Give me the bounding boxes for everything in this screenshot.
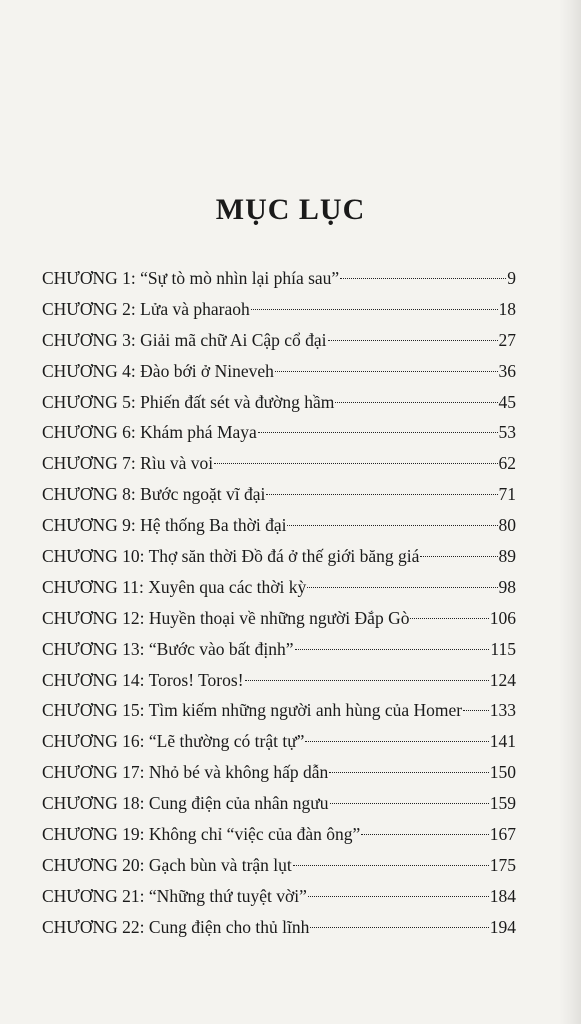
toc-chapter-title: CHƯƠNG 5: Phiến đất sét và đường hầm bbox=[42, 391, 335, 412]
toc-entry[interactable] bbox=[42, 695, 516, 726]
toc-page-number: 175 bbox=[489, 854, 516, 875]
toc-entry[interactable] bbox=[42, 819, 516, 850]
toc-page-number: 150 bbox=[489, 762, 516, 783]
table-of-contents bbox=[42, 263, 516, 943]
toc-page-number: 71 bbox=[498, 484, 516, 505]
toc-page-number: 9 bbox=[507, 268, 516, 288]
dot-leader bbox=[245, 680, 489, 681]
toc-page-number: 115 bbox=[490, 638, 516, 659]
dot-leader bbox=[463, 710, 489, 711]
dot-leader bbox=[293, 865, 489, 866]
dot-leader bbox=[410, 618, 488, 619]
toc-page-number: 18 bbox=[498, 298, 516, 319]
toc-chapter-title: CHƯƠNG 15: Tìm kiếm những người anh hùng của Homer bbox=[42, 700, 463, 721]
toc-chapter-title: CHƯƠNG 19: Không chỉ “việc của đàn ông” bbox=[42, 824, 361, 845]
toc-chapter-title: CHƯƠNG 22: Cung điện cho thủ lĩnh bbox=[42, 916, 310, 937]
dot-leader bbox=[335, 402, 497, 403]
toc-chapter-title: CHƯƠNG 4: Đào bới ở Nineveh bbox=[42, 360, 274, 381]
toc-entry[interactable] bbox=[42, 665, 516, 696]
toc-entry[interactable] bbox=[42, 356, 516, 387]
toc-chapter-title: CHƯƠNG 2: Lửa và pharaoh bbox=[42, 298, 250, 319]
toc-chapter-title: CHƯƠNG 9: Hệ thống Ba thời đại bbox=[42, 515, 287, 536]
toc-entry[interactable] bbox=[42, 788, 516, 819]
toc-entry[interactable] bbox=[42, 263, 516, 294]
dot-leader bbox=[420, 556, 497, 557]
dot-leader bbox=[258, 432, 498, 433]
dot-leader bbox=[305, 741, 488, 742]
toc-entry[interactable] bbox=[42, 417, 516, 448]
dot-leader bbox=[266, 494, 497, 495]
toc-entry[interactable] bbox=[42, 325, 516, 356]
dot-leader bbox=[214, 463, 497, 464]
toc-page-number: 80 bbox=[498, 515, 516, 536]
toc-page-number: 106 bbox=[489, 607, 516, 628]
toc-chapter-title: CHƯƠNG 12: Huyền thoại về những người Đắp Gò bbox=[42, 607, 410, 628]
dot-leader bbox=[308, 896, 489, 897]
toc-page-number: 133 bbox=[489, 700, 516, 721]
toc-entry[interactable] bbox=[42, 387, 516, 418]
toc-entry[interactable] bbox=[42, 726, 516, 757]
toc-chapter-title: CHƯƠNG 8: Bước ngoặt vĩ đại bbox=[42, 484, 266, 505]
toc-page-number: 45 bbox=[498, 391, 516, 412]
dot-leader bbox=[251, 309, 498, 310]
toc-page-number: 36 bbox=[498, 360, 516, 381]
toc-chapter-title: CHƯƠNG 13: “Bước vào bất định” bbox=[42, 638, 294, 659]
toc-page-number: 194 bbox=[489, 916, 516, 937]
dot-leader bbox=[361, 834, 488, 835]
toc-page-number: 62 bbox=[498, 453, 516, 474]
page-edge-shadow bbox=[559, 0, 581, 1024]
toc-page-number: 27 bbox=[498, 329, 516, 350]
page-title: MỤC LỤC bbox=[215, 193, 366, 227]
dot-leader bbox=[328, 340, 498, 341]
toc-chapter-title: CHƯƠNG 3: Giải mã chữ Ai Cập cổ đại bbox=[42, 329, 327, 350]
toc-entry[interactable] bbox=[42, 912, 516, 943]
toc-entry[interactable] bbox=[42, 448, 516, 479]
toc-chapter-title: CHƯƠNG 11: Xuyên qua các thời kỳ bbox=[42, 576, 307, 597]
dot-leader bbox=[295, 649, 490, 650]
toc-chapter-title: CHƯƠNG 17: Nhỏ bé và không hấp dẫn bbox=[42, 762, 329, 783]
dot-leader bbox=[330, 803, 489, 804]
toc-chapter-title: CHƯƠNG 10: Thợ săn thời Đồ đá ở thế giới băng giá bbox=[42, 546, 420, 567]
toc-page-number: 98 bbox=[498, 576, 516, 597]
toc-entry[interactable] bbox=[42, 881, 516, 912]
toc-page-number: 167 bbox=[489, 824, 516, 845]
toc-page-number: 53 bbox=[498, 422, 516, 443]
toc-chapter-title: CHƯƠNG 14: Toros! Toros! bbox=[42, 669, 244, 690]
toc-page-number: 124 bbox=[489, 669, 516, 690]
toc-chapter-title: CHƯƠNG 1: “Sự tò mò nhìn lại phía sau” bbox=[42, 268, 340, 288]
toc-chapter-title: CHƯƠNG 16: “Lẽ thường có trật tự” bbox=[42, 731, 305, 752]
toc-entry[interactable] bbox=[42, 603, 516, 634]
dot-leader bbox=[310, 927, 488, 928]
toc-entry[interactable] bbox=[42, 634, 516, 665]
toc-entry[interactable] bbox=[42, 850, 516, 881]
toc-entry[interactable] bbox=[42, 479, 516, 510]
toc-entry[interactable] bbox=[42, 294, 516, 325]
dot-leader bbox=[340, 278, 506, 279]
toc-chapter-title: CHƯƠNG 20: Gạch bùn và trận lụt bbox=[42, 854, 292, 875]
toc-page-number: 89 bbox=[498, 546, 516, 567]
dot-leader bbox=[287, 525, 497, 526]
toc-chapter-title: CHƯƠNG 7: Rìu và voi bbox=[42, 453, 214, 474]
toc-chapter-title: CHƯƠNG 21: “Những thứ tuyệt vời” bbox=[42, 885, 307, 906]
toc-page-number: 141 bbox=[489, 731, 516, 752]
toc-entry[interactable] bbox=[42, 541, 516, 572]
toc-entry[interactable] bbox=[42, 572, 516, 603]
toc-page-number: 184 bbox=[489, 885, 516, 906]
toc-entry[interactable] bbox=[42, 757, 516, 788]
dot-leader bbox=[307, 587, 497, 588]
toc-page-number: 159 bbox=[489, 793, 516, 814]
toc-entry[interactable] bbox=[42, 510, 516, 541]
dot-leader bbox=[329, 772, 489, 773]
toc-chapter-title: CHƯƠNG 6: Khám phá Maya bbox=[42, 422, 257, 443]
toc-chapter-title: CHƯƠNG 18: Cung điện của nhân ngưu bbox=[42, 793, 329, 814]
dot-leader bbox=[275, 371, 498, 372]
